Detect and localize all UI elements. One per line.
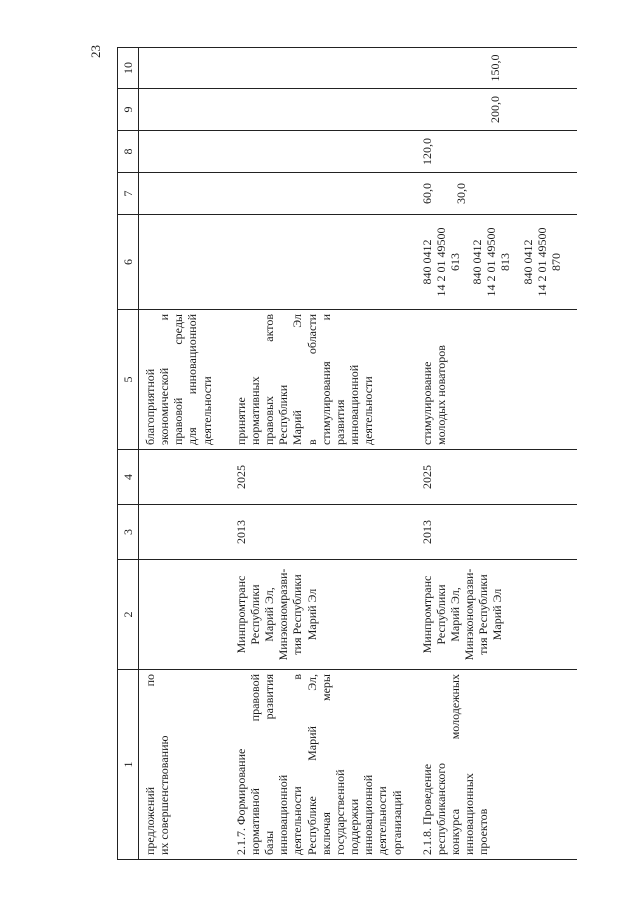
text-line: деятельности [361, 376, 376, 445]
text-line: развития [332, 399, 347, 445]
amount-value: 60,0 [419, 183, 434, 204]
rotated-table-container [117, 48, 563, 860]
text-line: в области [304, 314, 319, 445]
text-line: правовых актов [262, 314, 277, 445]
column-number: 8 [118, 131, 139, 173]
start-year-cell [139, 505, 224, 560]
budget-code-cell [139, 215, 224, 310]
text-line: Минпромтранс [419, 575, 434, 654]
text-line: инновационной [361, 774, 376, 855]
text-line: 613 [447, 253, 462, 271]
text-line: 14 2 01 49500 [433, 227, 448, 297]
text-line: проектов [476, 808, 491, 855]
text-line: правовой среды [171, 314, 186, 445]
amount-cell [139, 173, 224, 215]
amount-cell [139, 131, 224, 173]
text-line: принятие [233, 397, 248, 445]
text-line: тия Республики [290, 574, 305, 655]
text-line: деятельности [199, 376, 214, 445]
amount-cell [410, 173, 577, 215]
amount-cell [410, 89, 577, 131]
executor-cell [410, 560, 577, 670]
text-line: поддержки [347, 798, 362, 855]
end-year-cell: 2025 [410, 450, 577, 505]
amount-cell [410, 48, 577, 89]
text-line: 840 0412 [520, 239, 535, 285]
text-line: инновационной [276, 774, 291, 855]
table-row [224, 48, 410, 860]
activity-cell [139, 670, 224, 860]
executor-cell [224, 560, 410, 670]
text-line: государственной [332, 769, 347, 855]
amount-value: 120,0 [419, 138, 434, 165]
amount-value [420, 52, 434, 84]
budget-code [470, 219, 512, 305]
amount-cell [224, 173, 410, 215]
page-number: 23 [88, 45, 103, 58]
text-line: 2.1.8. Проведение [419, 763, 434, 855]
result-cell [224, 310, 410, 450]
text-line: Марий Эл [304, 588, 319, 641]
text-line: Марий Эл [490, 588, 505, 641]
amount-cell [224, 89, 410, 131]
end-year-cell: 2025 [224, 450, 410, 505]
amount-cell [224, 48, 410, 89]
amount-cell [224, 131, 410, 173]
column-number: 3 [118, 505, 139, 560]
table-row [139, 48, 224, 860]
text-line: 14 2 01 49500 [534, 227, 549, 297]
start-year-cell: 2013 [410, 505, 577, 560]
text-line: предложений по [143, 674, 157, 855]
amount-cell [139, 89, 224, 131]
result-cell [410, 310, 577, 450]
amount-cell [139, 48, 224, 89]
text-line: для инновационной [185, 314, 200, 445]
text-line: Минэкономразви- [462, 568, 477, 661]
text-line: организаций [389, 790, 404, 855]
amount-value: 200,0 [487, 96, 502, 123]
text-line: базы развития [262, 674, 277, 855]
amount-value: 30,0 [453, 183, 468, 204]
text-line: Республики [276, 384, 291, 445]
text-line: Марий Эл, [262, 587, 277, 642]
text-line: 813 [498, 253, 513, 271]
budget-code-cell [224, 215, 410, 310]
text-line: инновационных [462, 773, 477, 855]
text-line: экономической и [157, 314, 172, 445]
text-line: деятельности [375, 786, 390, 855]
text-line: республиканского [433, 763, 448, 855]
column-number: 5 [118, 310, 139, 450]
column-number: 4 [118, 450, 139, 505]
result-cell [139, 310, 224, 450]
text-line: Марий Эл, [447, 587, 462, 642]
text-line: 840 0412 [470, 239, 485, 285]
text-line: Республики [247, 584, 262, 645]
end-year-cell [139, 450, 224, 505]
column-number: 6 [118, 215, 139, 310]
amount-cell [410, 131, 577, 173]
column-number: 2 [118, 560, 139, 670]
text-line: стимулирования и [318, 314, 333, 445]
amount-value [454, 93, 468, 126]
start-year-cell: 2013 [224, 505, 410, 560]
column-number: 9 [118, 89, 139, 131]
activity-cell [410, 670, 577, 860]
text-line: инновационной [347, 364, 362, 445]
amount-value [454, 52, 468, 84]
text-line: Минпромтранс [233, 575, 248, 654]
text-line: тия Республики [476, 574, 491, 655]
executor-cell [139, 560, 224, 670]
column-number-row [118, 48, 139, 860]
text-line: 2.1.7. Формирование [233, 748, 248, 855]
budget-code-cell [410, 215, 577, 310]
text-line: Минэкономразви- [276, 568, 291, 661]
text-line: Республике Марий Эл, [304, 674, 319, 855]
text-line: включая меры [318, 674, 333, 855]
column-number: 1 [118, 670, 139, 860]
budget-code [521, 219, 563, 305]
amount-value [420, 93, 434, 126]
activity-cell [224, 670, 410, 860]
text-line: 14 2 01 49500 [484, 227, 499, 297]
text-line: Республики [433, 584, 448, 645]
text-line: их совершенствованию [157, 735, 172, 855]
text-line: конкурса молодежных [447, 674, 462, 855]
amount-value: 150,0 [487, 54, 502, 82]
text-line: благоприятной [143, 368, 157, 445]
budget-code [420, 219, 462, 305]
column-number: 10 [118, 48, 139, 89]
text-line: 840 0412 [419, 239, 434, 285]
text-line: 870 [548, 253, 563, 271]
text-line: нормативной правовой [247, 674, 262, 855]
text-line: молодых новаторов [433, 345, 448, 445]
text-line: Марий Эл [290, 314, 305, 445]
program-activities-table [117, 47, 577, 860]
table-row [410, 48, 577, 860]
text-line: нормативных [247, 376, 262, 445]
column-number: 7 [118, 173, 139, 215]
text-line: стимулирование [419, 361, 434, 445]
text-line: деятельности в [290, 674, 305, 855]
